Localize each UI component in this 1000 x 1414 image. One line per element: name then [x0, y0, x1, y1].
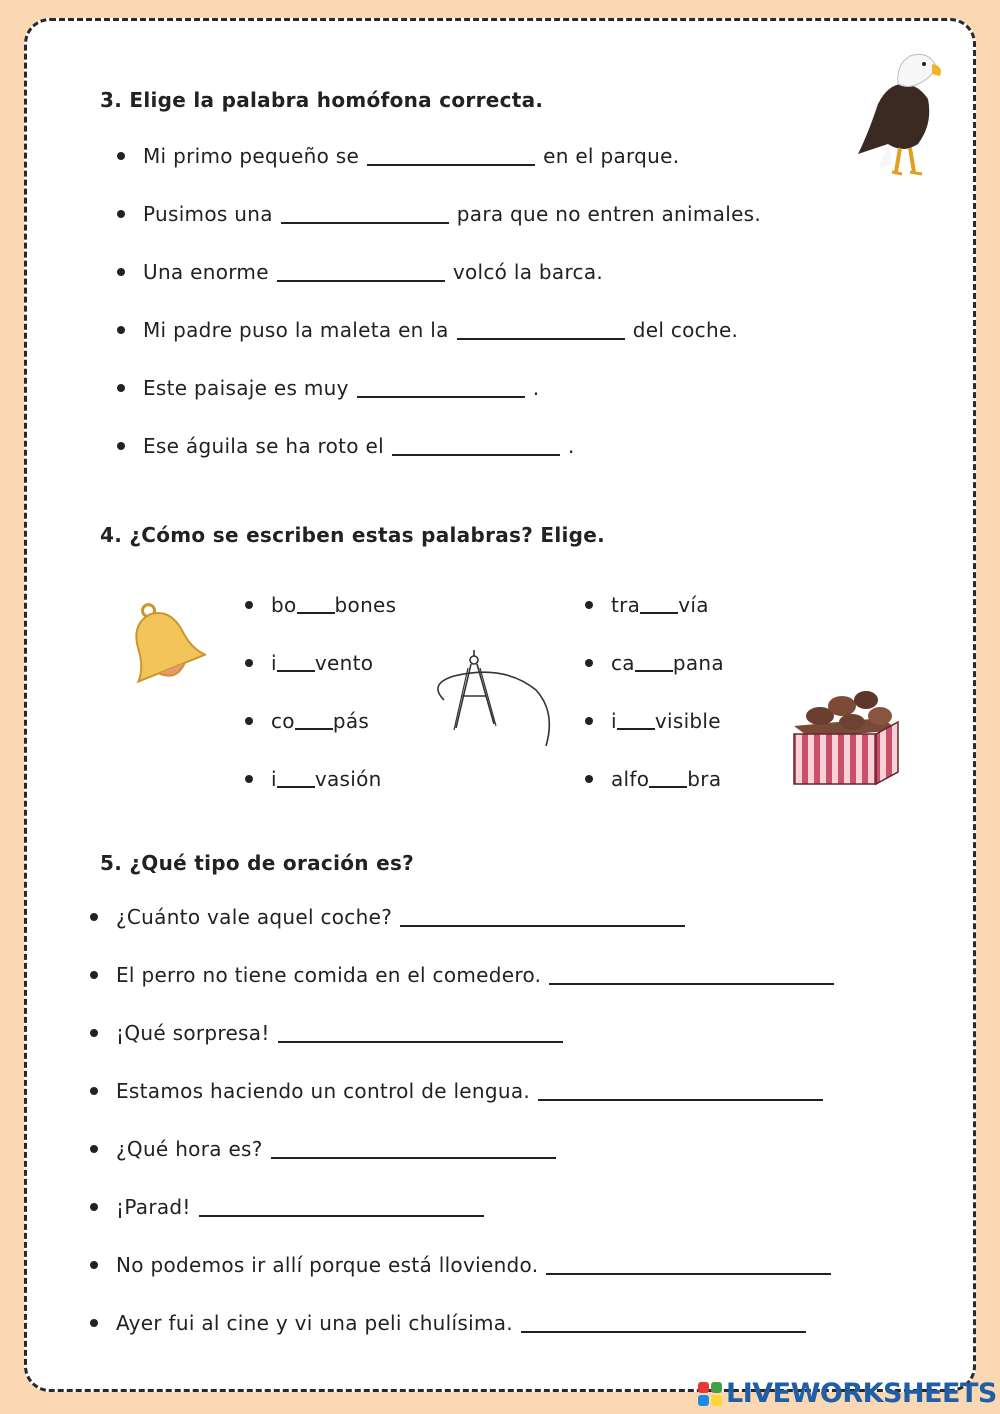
- bullet: [90, 1261, 98, 1269]
- list-item: [117, 376, 539, 400]
- answer-blank[interactable]: [277, 262, 445, 282]
- logo-icon: [698, 1382, 722, 1406]
- word-suffix: pana: [672, 651, 724, 675]
- list-item: [585, 767, 721, 791]
- list-item: [90, 1021, 571, 1045]
- list-item: [117, 260, 603, 284]
- list-item: [90, 963, 842, 987]
- list-item: [117, 434, 575, 458]
- answer-blank[interactable]: [392, 436, 560, 456]
- bullet: [585, 601, 593, 609]
- bullet: [117, 152, 125, 160]
- compass-icon: [424, 650, 554, 750]
- word-suffix: bra: [687, 767, 722, 791]
- list-item: [585, 593, 709, 617]
- list-item: [90, 1195, 492, 1219]
- list-item: [90, 1253, 839, 1277]
- bullet: [245, 775, 253, 783]
- bullet: [90, 1203, 98, 1211]
- bullet: [117, 384, 125, 392]
- item-text-after: .: [567, 434, 575, 458]
- word-suffix: visible: [654, 709, 721, 733]
- word-prefix: i: [271, 767, 277, 791]
- bullet: [90, 1029, 98, 1037]
- answer-blank[interactable]: [271, 1139, 556, 1159]
- bullet: [90, 1145, 98, 1153]
- answer-blank[interactable]: [521, 1313, 806, 1333]
- sentence-text: ¿Cuánto vale aquel coche?: [116, 905, 393, 929]
- word-prefix: i: [271, 651, 277, 675]
- letter-blank[interactable]: [635, 654, 673, 672]
- section-5-heading: 5. ¿Qué tipo de oración es?: [100, 851, 415, 875]
- item-text-before: Mi padre puso la maleta en la: [143, 318, 449, 342]
- word-suffix: pás: [332, 709, 370, 733]
- word-suffix: vento: [314, 651, 374, 675]
- list-item: [585, 651, 724, 675]
- list-item: [90, 1137, 564, 1161]
- list-item: [245, 767, 382, 791]
- item-text-before: Este paisaje es muy: [143, 376, 349, 400]
- list-item: [90, 1311, 814, 1335]
- sentence-text: Estamos haciendo un control de lengua.: [116, 1079, 531, 1103]
- answer-blank[interactable]: [546, 1255, 831, 1275]
- bullet: [90, 1087, 98, 1095]
- list-item: [585, 709, 721, 733]
- list-item: [245, 651, 373, 675]
- answer-blank[interactable]: [357, 378, 525, 398]
- sentence-text: ¿Qué hora es?: [116, 1137, 263, 1161]
- bullet: [585, 717, 593, 725]
- word-prefix: i: [611, 709, 617, 733]
- letter-blank[interactable]: [617, 712, 655, 730]
- word-prefix: tra: [611, 593, 641, 617]
- answer-blank[interactable]: [278, 1023, 563, 1043]
- item-text-after: volcó la barca.: [452, 260, 604, 284]
- sentence-text: ¡Parad!: [116, 1195, 191, 1219]
- logo-text: LIVEWORKSHEETS: [726, 1378, 997, 1409]
- sentence-text: No podemos ir allí porque está lloviendo.: [116, 1253, 539, 1277]
- list-item: [117, 144, 679, 168]
- word-suffix: vasión: [314, 767, 382, 791]
- item-text-before: Pusimos una: [143, 202, 273, 226]
- answer-blank[interactable]: [457, 320, 625, 340]
- answer-blank[interactable]: [549, 965, 834, 985]
- list-item: [117, 202, 761, 226]
- bullet: [90, 913, 98, 921]
- item-text-after: en el parque.: [543, 144, 680, 168]
- letter-blank[interactable]: [297, 596, 335, 614]
- bullet: [245, 717, 253, 725]
- answer-blank[interactable]: [538, 1081, 823, 1101]
- letter-blank[interactable]: [649, 770, 687, 788]
- word-prefix: bo: [271, 593, 297, 617]
- list-item: [245, 709, 369, 733]
- word-prefix: ca: [611, 651, 635, 675]
- bullet: [585, 775, 593, 783]
- chocolate-box-icon: [790, 676, 902, 790]
- bell-icon: [118, 598, 206, 690]
- letter-blank[interactable]: [295, 712, 333, 730]
- list-item: [90, 905, 693, 929]
- word-prefix: alfo: [611, 767, 650, 791]
- answer-blank[interactable]: [400, 907, 685, 927]
- bullet: [245, 601, 253, 609]
- bullet: [117, 268, 125, 276]
- sentence-text: Ayer fui al cine y vi una peli chulísima.: [116, 1311, 513, 1335]
- bullet: [90, 1319, 98, 1327]
- bullet: [90, 971, 98, 979]
- answer-blank[interactable]: [281, 204, 449, 224]
- bullet: [585, 659, 593, 667]
- section-4-heading: 4. ¿Cómo se escriben estas palabras? Elige.: [100, 523, 606, 547]
- item-text-before: Una enorme: [143, 260, 269, 284]
- section-3-heading: 3. Elige la palabra homófona correcta.: [100, 88, 544, 112]
- answer-blank[interactable]: [367, 146, 535, 166]
- letter-blank[interactable]: [277, 654, 315, 672]
- list-item: [117, 318, 738, 342]
- sentence-text: ¡Qué sorpresa!: [116, 1021, 270, 1045]
- liveworksheets-logo[interactable]: [698, 1378, 997, 1409]
- word-prefix: co: [271, 709, 295, 733]
- item-text-before: Mi primo pequeño se: [143, 144, 360, 168]
- bullet: [117, 442, 125, 450]
- letter-blank[interactable]: [640, 596, 678, 614]
- bullet: [117, 210, 125, 218]
- sentence-text: El perro no tiene comida en el comedero.: [116, 963, 542, 987]
- item-text-after: para que no entren animales.: [456, 202, 762, 226]
- word-suffix: vía: [678, 593, 709, 617]
- bullet: [245, 659, 253, 667]
- list-item: [90, 1079, 831, 1103]
- item-text-before: Ese águila se ha roto el: [143, 434, 384, 458]
- list-item: [245, 593, 396, 617]
- item-text-after: del coche.: [632, 318, 739, 342]
- answer-blank[interactable]: [199, 1197, 484, 1217]
- item-text-after: .: [532, 376, 540, 400]
- eagle-icon: [848, 44, 948, 184]
- bullet: [117, 326, 125, 334]
- letter-blank[interactable]: [277, 770, 315, 788]
- word-suffix: bones: [334, 593, 397, 617]
